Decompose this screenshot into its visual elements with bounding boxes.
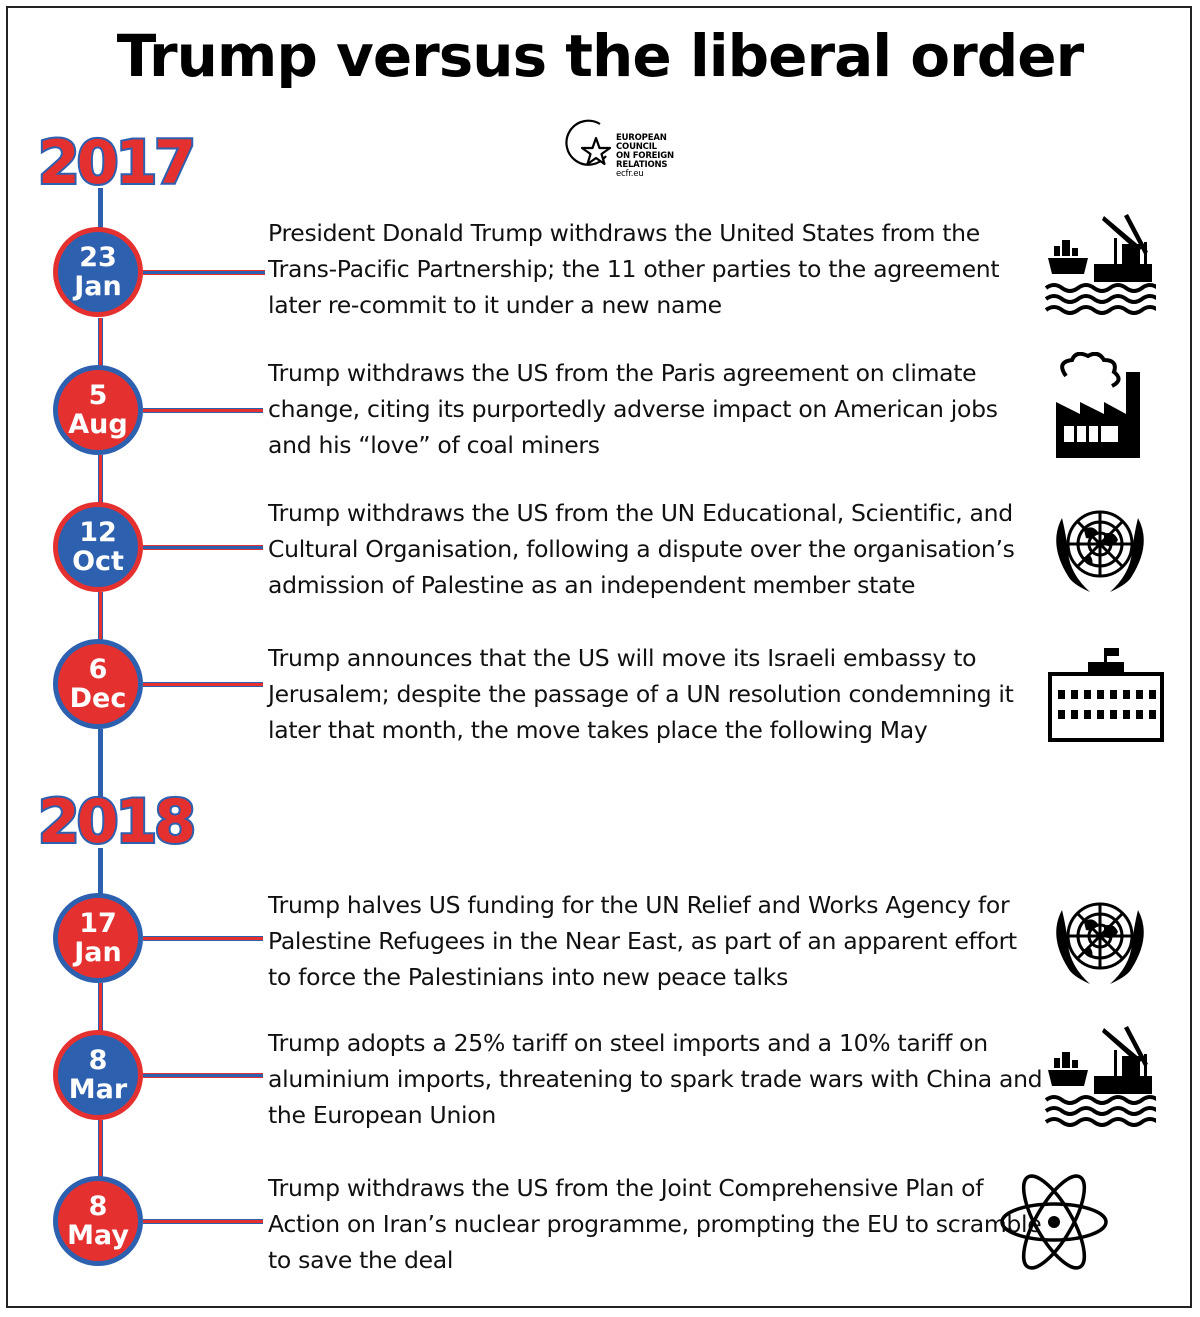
event-day: 6	[88, 654, 108, 685]
timeline-spine	[98, 983, 103, 1035]
event-month: Aug	[68, 409, 128, 440]
event-description: Trump withdraws the US from the UN Educational, Scientific, and Cultural Organisation, following a dispute over the organisation’s admission of Palestine as an independent member state	[268, 499, 1015, 599]
event-day: 8	[88, 1045, 108, 1076]
event-date-node	[53, 639, 143, 729]
event-connector	[143, 936, 263, 941]
year-label: 2018	[38, 787, 193, 857]
logo-text	[616, 134, 674, 179]
event-connector	[143, 545, 263, 550]
event-month: Jan	[74, 937, 122, 968]
event-description: Trump adopts a 25% tariff on steel imports and a 10% tariff on aluminium imports, threatening to spark trade wars with China and the European Union	[268, 1029, 1043, 1129]
event-date-node	[53, 502, 143, 592]
page-title: Trump versus the liberal order	[116, 22, 1084, 90]
un-emblem-icon	[1044, 498, 1156, 602]
atom-icon	[998, 1172, 1110, 1276]
event-day: 23	[79, 242, 117, 273]
port-ship-crane-icon	[1044, 208, 1156, 322]
ecfr-logo	[562, 116, 692, 186]
event-connector	[143, 270, 265, 275]
port-ship-crane-icon	[1044, 1020, 1156, 1134]
timeline-spine	[98, 592, 103, 644]
un-emblem-icon	[1044, 890, 1156, 994]
event-connector	[143, 1073, 263, 1078]
event-description: Trump withdraws the US from the Paris agreement on climate change, citing its purportedly adverse impact on American jobs and his “love” of coal miners	[268, 359, 998, 459]
event-month: Mar	[68, 1074, 128, 1105]
ecfr-star-icon	[562, 116, 618, 176]
event-date-node	[53, 1030, 143, 1120]
event-date-node	[53, 1176, 143, 1266]
event-connector	[143, 682, 263, 687]
embassy-building-icon	[1044, 648, 1168, 748]
event-day: 8	[88, 1191, 108, 1222]
event-description: Trump announces that the US will move its Israeli embassy to Jerusalem; despite the passage of a UN resolution condemning it later that month, the move takes place the following May	[268, 644, 1014, 744]
event-connector	[143, 1219, 263, 1224]
event-day: 17	[79, 908, 117, 939]
event-description: President Donald Trump withdraws the United States from the Trans-Pacific Partnership; the 11 other parties to the agreement later re-commit to it under a new name	[268, 219, 1000, 319]
event-month: Jan	[74, 271, 122, 302]
event-day: 12	[79, 517, 117, 548]
logo-line: RELATIONS	[616, 160, 668, 170]
event-date-node	[53, 365, 143, 455]
timeline-spine	[98, 455, 103, 507]
logo-line: EUROPEAN	[616, 133, 667, 143]
event-day: 5	[88, 380, 108, 411]
event-description: Trump withdraws the US from the Joint Comprehensive Plan of Action on Iran’s nuclear programme, prompting the EU to scramble to save the deal	[268, 1174, 1042, 1274]
event-description: Trump halves US funding for the UN Relief and Works Agency for Palestine Refugees in the Near East, as part of an apparent effort to force the Palestinians into new peace talks	[268, 891, 1017, 991]
event-month: Dec	[69, 683, 127, 714]
timeline-spine	[98, 318, 103, 370]
event-month: May	[67, 1220, 129, 1251]
event-date-node	[53, 893, 143, 983]
timeline-spine	[98, 1120, 103, 1180]
event-month: Oct	[72, 546, 124, 577]
logo-line: COUNCIL	[616, 142, 657, 152]
logo-url: ecfr.eu	[616, 169, 644, 179]
factory-icon	[1052, 352, 1156, 464]
event-date-node	[53, 227, 143, 317]
logo-line: ON FOREIGN	[616, 151, 674, 161]
event-connector	[143, 408, 263, 413]
year-label: 2017	[38, 128, 193, 198]
